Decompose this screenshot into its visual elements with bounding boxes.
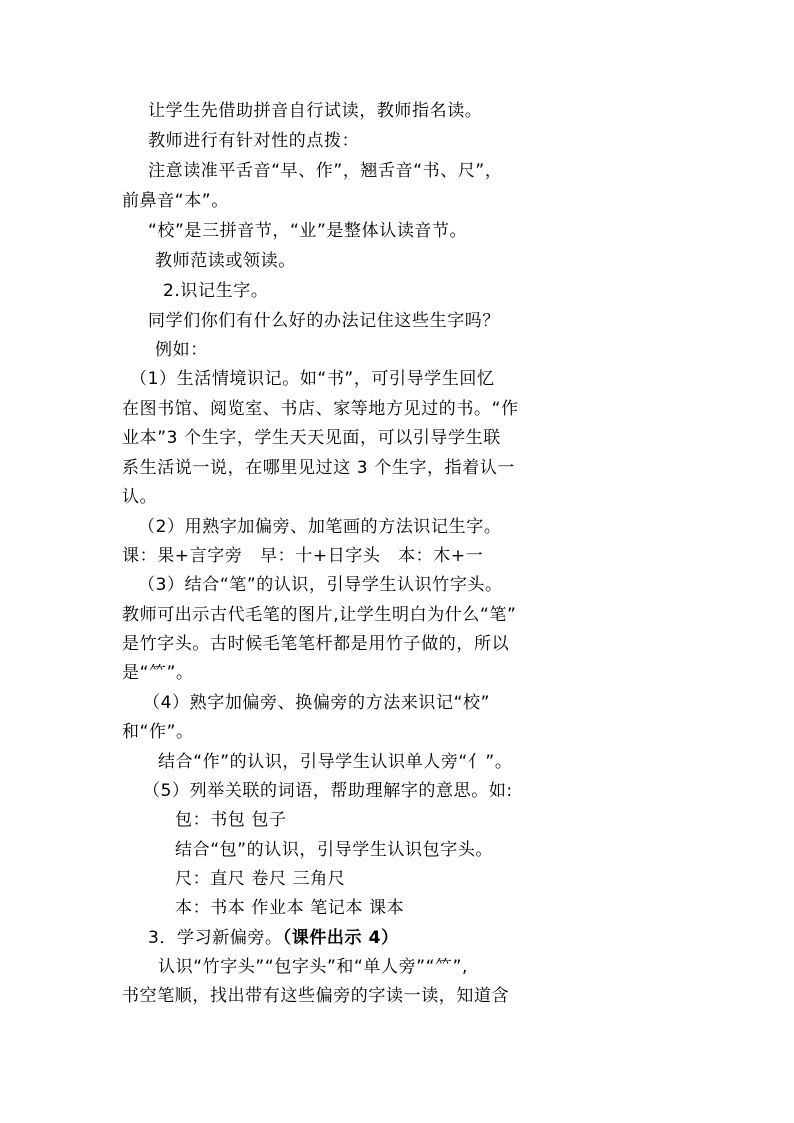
text-line: （4）熟字加偏旁、换偏旁的方法来识记“校” [143, 693, 491, 713]
text-line: 本：书本 作业本 笔记本 课本 [175, 898, 405, 918]
text-line: 前鼻音“本”。 [122, 191, 229, 211]
section-heading: 2.识记生字。 [163, 281, 269, 301]
text-line: 认识“竹字头”“包字头”和“单人旁”“⺮”, [158, 957, 469, 977]
section-heading [148, 927, 399, 949]
text-line: 尺：直尺 卷尺 三角尺 [175, 869, 346, 889]
text-line: 同学们你们有什么好的办法记住这些生字吗？ [148, 311, 500, 331]
text-line: 结合“作”的认识，引导学生认识单人旁“亻”。 [158, 752, 513, 772]
text-line: 是“⺮”。 [122, 663, 194, 683]
courseware-note: （课件出示 4） [282, 928, 399, 948]
text-line: 教师范读或领读。 [155, 251, 296, 271]
text-line: 注意读准平舌音“早、作”，翘舌音“书、尺”， [148, 161, 503, 181]
text-line: “校”是三拼音节，“业”是整体认读音节。 [148, 221, 468, 241]
text-line: 让学生先借助拼音自行试读，教师指名读。 [148, 101, 483, 121]
text-line: 认。 [122, 487, 158, 507]
section-heading-text: 3．学习新偏旁。 [148, 928, 283, 948]
text-line: 课：果+言字旁 早：十+日字头 本：木+一 [122, 546, 484, 566]
text-line: （3）结合“笔”的认识，引导学生认识竹字头。 [138, 575, 503, 595]
text-line: 书空笔顺，找出带有这些偏旁的字读一读，知道含 [122, 986, 510, 1006]
text-line: 在图书馆、阅览室、书店、家等地方见过的书。“作 [122, 399, 519, 419]
text-line: （1）生活情境识记。如“书”，可引导学生回忆 [130, 369, 495, 389]
text-line: 是竹字头。古时候毛笔笔杆都是用竹子做的，所以 [122, 634, 510, 654]
text-line: 包：书包 包子 [175, 810, 287, 830]
text-line: 例如： [155, 340, 208, 360]
text-line: （5）列举关联的词语，帮助理解字的意思。如: [143, 781, 513, 801]
text-line: 教师可出示古代毛笔的图片,让学生明白为什么“笔” [122, 605, 517, 625]
text-line: 教师进行有针对性的点拨： [148, 131, 360, 151]
text-line: （2）用熟字加偏旁、加笔画的方法识记生字。 [138, 517, 502, 537]
text-line: 和“作”。 [122, 722, 194, 742]
text-line: 结合“包”的认识，引导学生认识包字头。 [175, 840, 494, 860]
text-line: 系生活说一说，在哪里见过这 3 个生字，指着认一 [122, 458, 516, 478]
text-line: 业本”3 个生字，学生天天见面，可以引导学生联 [122, 428, 501, 448]
